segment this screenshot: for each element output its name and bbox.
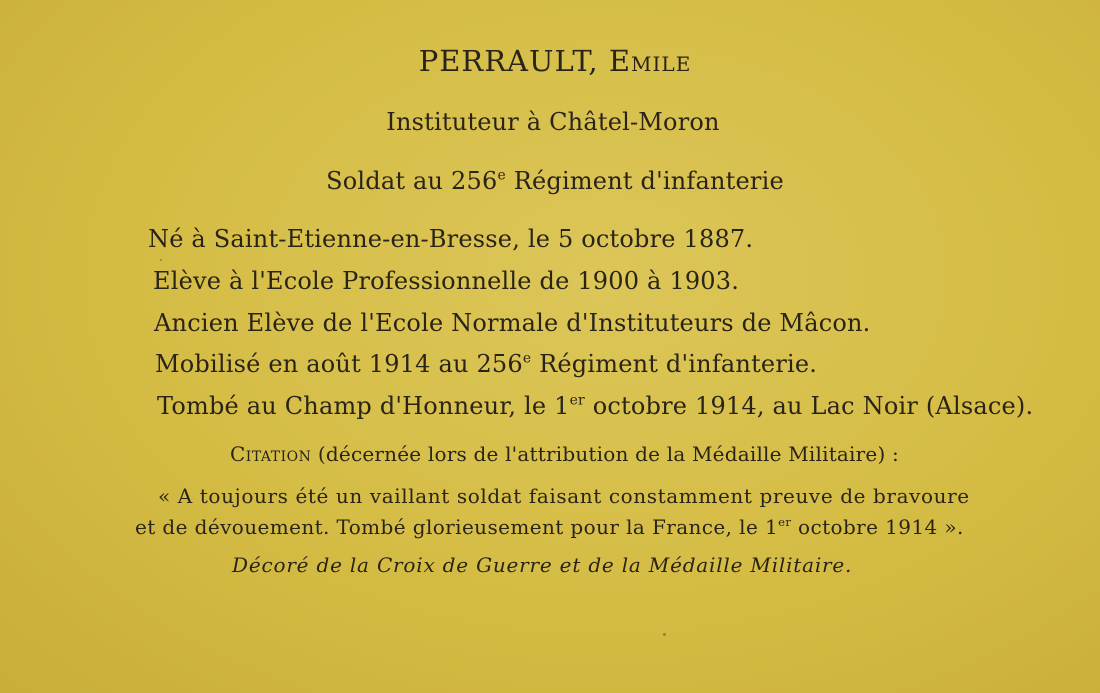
paper-speck [663, 633, 666, 636]
bio-birth: Né à Saint-Etienne-en-Bresse, le 5 octobre 1887. [148, 225, 754, 253]
citation-quote-line2-prefix: et de dévouement. Tombé glorieusement pour la France, le 1 [135, 515, 779, 539]
surname: PERRAULT, [418, 44, 599, 78]
citation-quote-line2 [135, 515, 964, 539]
paper-speck [160, 259, 162, 261]
rank-suffix: Régiment d'infanterie [505, 167, 784, 195]
bio-school: Elève à l'Ecole Professionnelle de 1900 à 1903. [153, 267, 740, 295]
first-name: Emile [608, 44, 692, 78]
bio-mobilized [155, 350, 817, 378]
citation-quote-line2-suffix: octobre 1914 ». [791, 515, 964, 539]
citation-heading-rest: (décernée lors de l'attribution de la Médaille Militaire) : [311, 442, 899, 466]
decoration-line: Décoré de la Croix de Guerre et de la Médaille Militaire. [232, 553, 853, 577]
person-name [5, 44, 1100, 78]
bio-mobilized-prefix: Mobilisé en août 1914 au 256 [155, 350, 523, 378]
rank-sup: e [497, 167, 506, 184]
bio-death-sup: er [569, 392, 585, 409]
citation-heading [230, 442, 899, 466]
occupation: Instituteur à Châtel-Moron [386, 108, 720, 136]
bio-mobilized-sup: e [522, 350, 532, 367]
bio-death [157, 392, 1033, 420]
citation-quote-line1: « A toujours été un vaillant soldat faisant constamment preuve de bravoure [158, 484, 970, 508]
bio-mobilized-suffix: Régiment d'infanterie. [531, 350, 818, 378]
bio-normal-school: Ancien Elève de l'Ecole Normale d'Instituteurs de Mâcon. [154, 309, 871, 337]
rank-prefix: Soldat au 256 [326, 167, 498, 195]
citation-heading-word: Citation [230, 442, 312, 466]
bio-death-suffix: octobre 1914, au Lac Noir (Alsace). [584, 392, 1034, 420]
rank [5, 167, 1100, 195]
bio-death-prefix: Tombé au Champ d'Honneur, le 1 [157, 392, 570, 420]
citation-quote-line2-sup: er [778, 514, 792, 529]
